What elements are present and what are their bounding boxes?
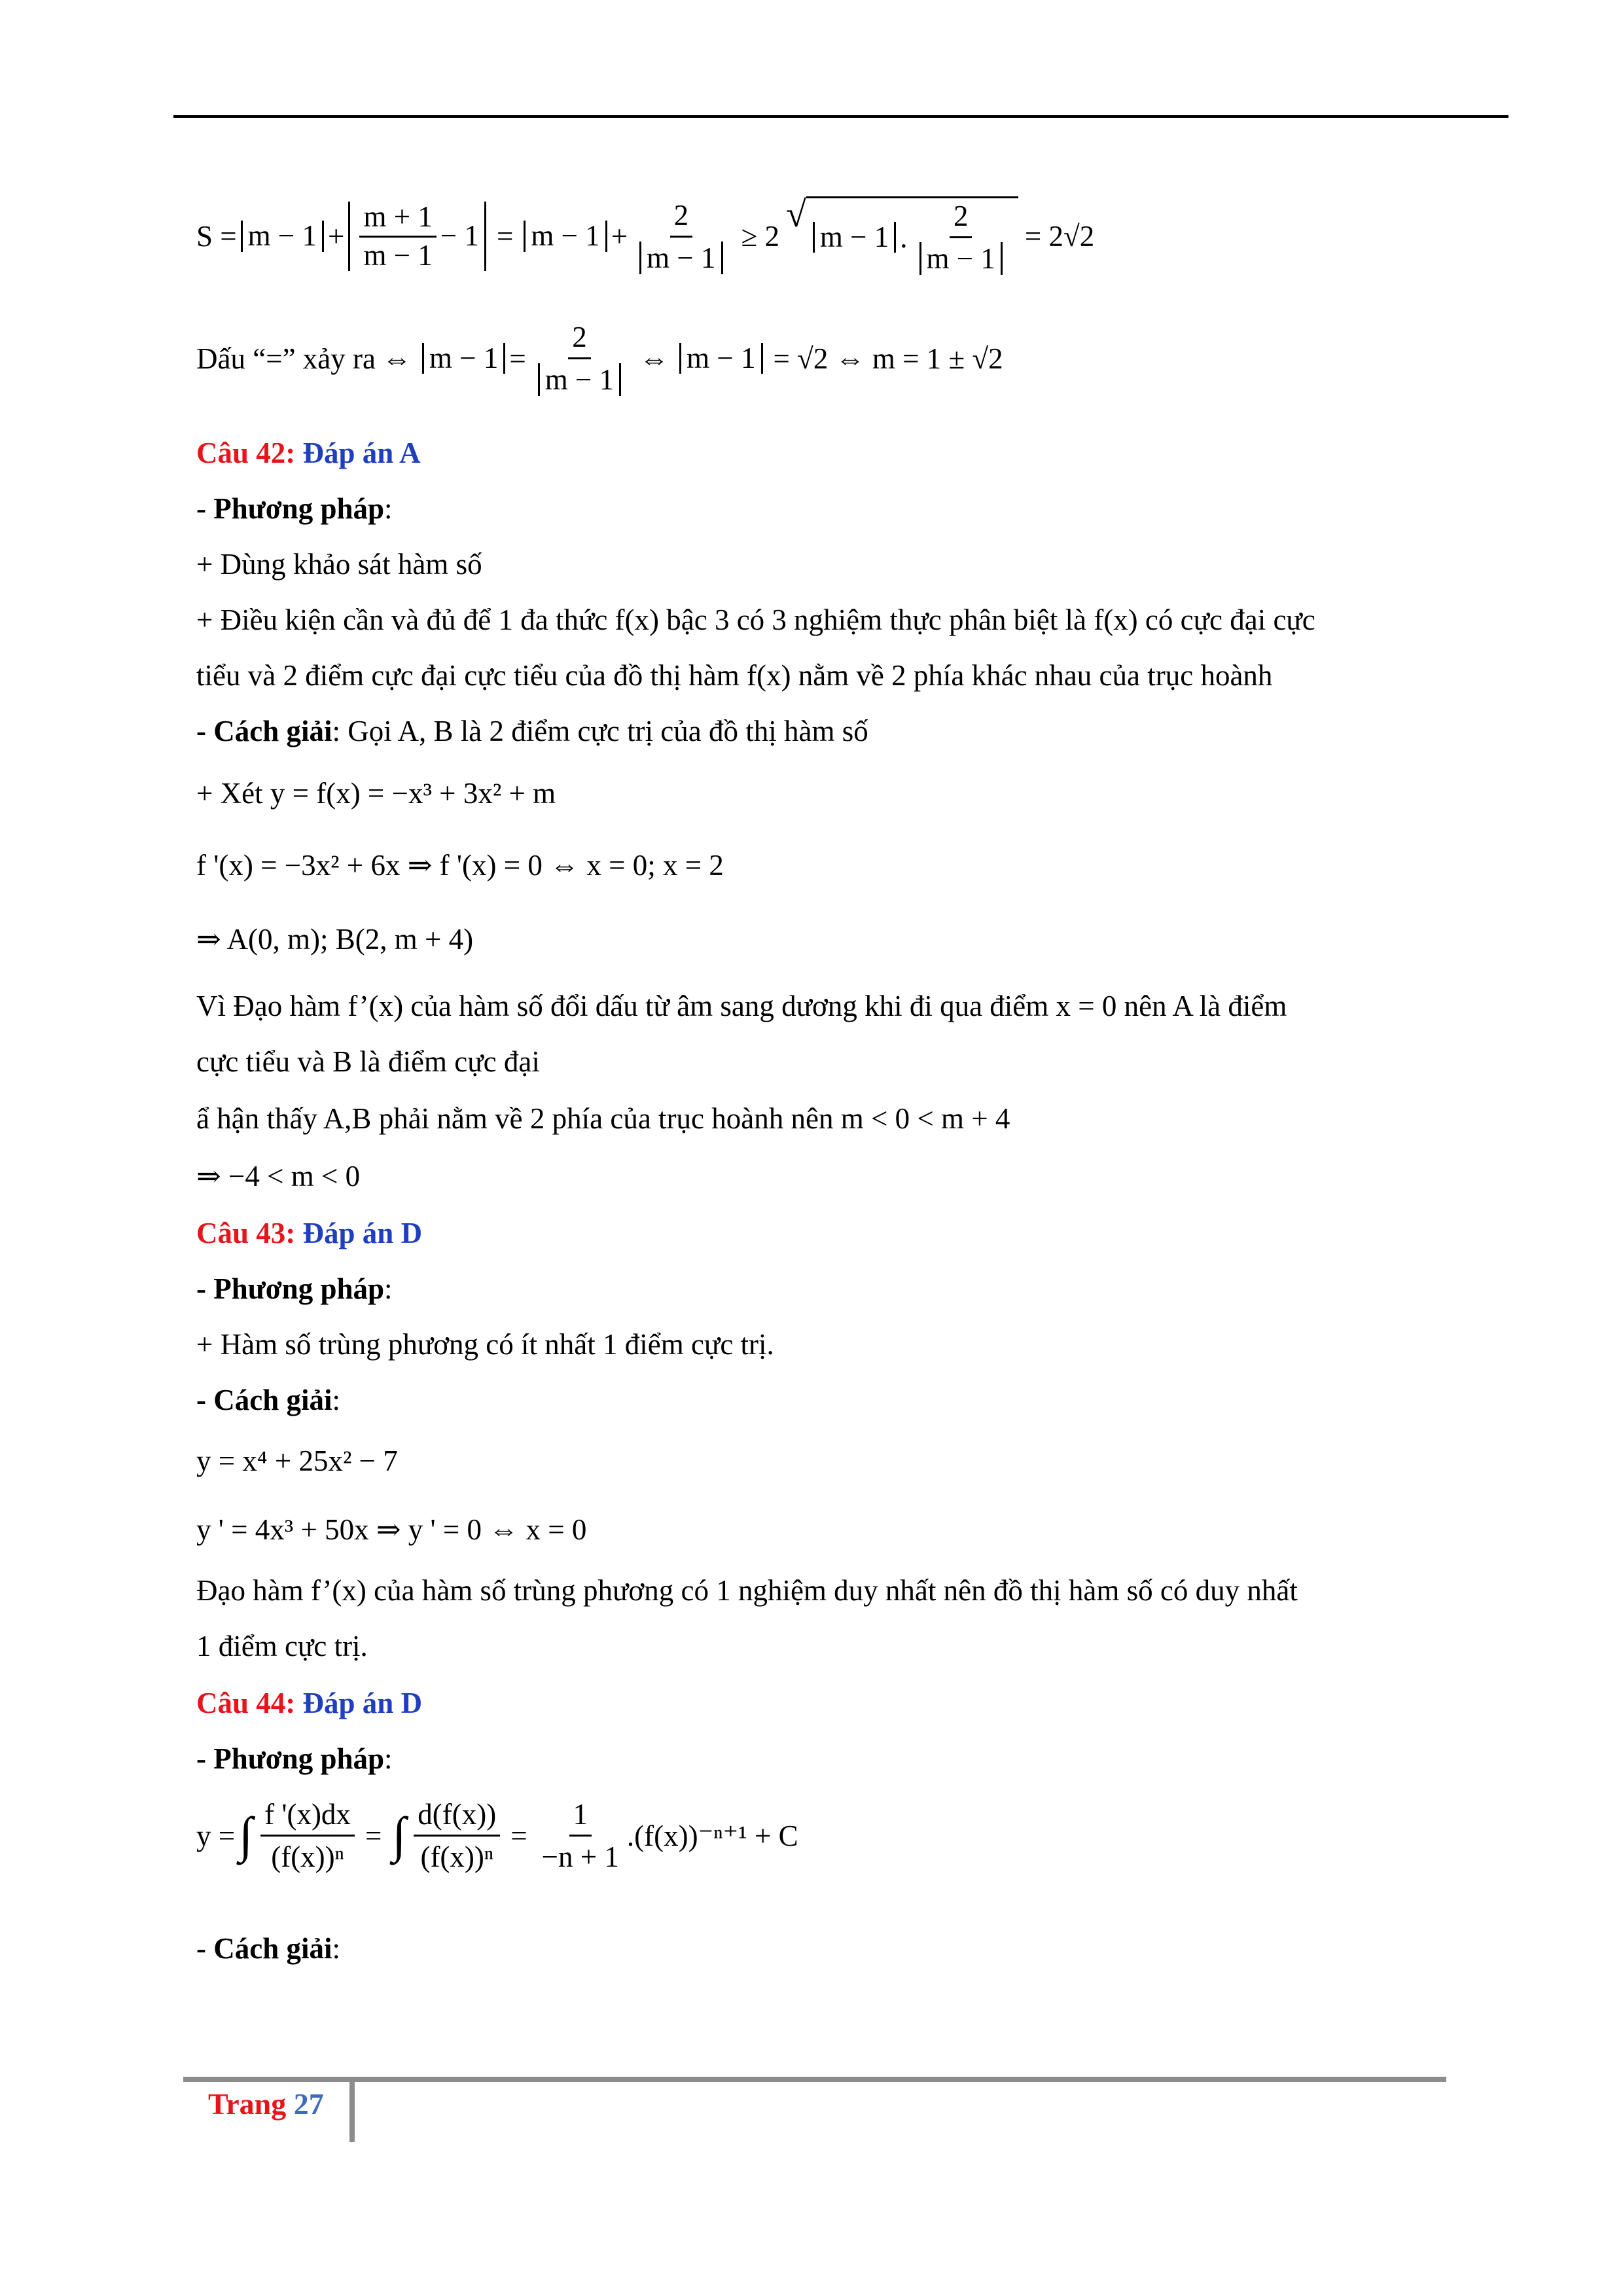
page-label: Trang	[208, 2087, 287, 2121]
q43-conclusion-line2: 1 điểm cực trị.	[196, 1630, 368, 1662]
q42-function: + Xét y = f(x) = −x³ + 3x² + m	[196, 777, 556, 810]
radical-icon: √	[785, 194, 806, 235]
equals-sign: =	[365, 1819, 382, 1852]
fraction-den: (f(x))ⁿ	[271, 1840, 344, 1873]
abs-term: m − 1	[524, 221, 607, 251]
iff-sign: ⇔	[639, 342, 669, 375]
fraction	[530, 319, 629, 397]
q42-line2: + Điều kiện cần và đủ để 1 đa thức f(x) bậc 3 có 3 nghiệm thực phân biệt là f(x) có cực đại cực	[196, 603, 1315, 636]
solution-label: Cách giải	[213, 1932, 332, 1965]
abs-term: m − 1	[538, 363, 621, 396]
fraction	[912, 198, 1010, 276]
page-value: 27	[293, 2087, 324, 2121]
equation-s	[196, 196, 1101, 276]
answer-label: Đáp án D	[302, 1217, 423, 1249]
q42-reason-line2: cực tiểu và B là điểm cực đại	[196, 1045, 540, 1078]
abs-term: m − 1	[679, 343, 762, 374]
eq-lhs: S =	[196, 220, 237, 253]
abs-term: m − 1	[919, 242, 1003, 275]
abs-fraction	[348, 202, 486, 271]
integral-icon: ∫	[239, 1807, 253, 1863]
fraction-num: 1	[569, 1797, 592, 1837]
q42-solution-heading: - Cách giải: Gọi A, B là 2 điểm cực trị của đồ thị hàm số	[196, 715, 868, 747]
q42-result: ⇒ −4 < m < 0	[196, 1160, 361, 1193]
footer-divider	[349, 2082, 355, 2142]
eq-result: = 2√2	[1024, 220, 1095, 253]
fraction	[414, 1797, 500, 1874]
answer-label: Đáp án D	[302, 1687, 423, 1719]
solution-text: : Gọi A, B là 2 điểm cực trị của đồ thị hàm số	[332, 715, 868, 747]
colon: :	[384, 492, 393, 525]
fraction-den	[632, 238, 730, 276]
equals-sign: =	[509, 342, 526, 375]
fraction-den: m − 1	[363, 238, 433, 272]
plus-sign: +	[328, 220, 345, 253]
q44-method-heading: - Phương pháp:	[196, 1742, 393, 1775]
equals-sign: =	[496, 220, 514, 253]
fraction-num: 2	[670, 198, 693, 238]
equality-condition	[196, 319, 1010, 397]
condition-result: = √2 ⇔ m = 1 ± √2	[773, 342, 1003, 375]
abs-term: m − 1	[241, 221, 324, 251]
fraction-den: −n + 1	[541, 1840, 619, 1873]
fraction-den	[530, 359, 629, 397]
abs-term: m − 1	[639, 242, 722, 274]
q42-line3: tiểu và 2 điểm cực đại cực tiểu của đồ thị hàm f(x) nằm về 2 phía khác nhau của trục hoành	[196, 659, 1273, 692]
dot: .	[900, 221, 908, 254]
q42-line1: + Dùng khảo sát hàm số	[196, 548, 482, 581]
q44-solution-heading: - Cách giải:	[196, 1932, 341, 1965]
plus-sign: +	[611, 220, 628, 253]
q43-derivative: y ' = 4x³ + 50x ⇒ y ' = 0 ⇔ x = 0	[196, 1513, 587, 1546]
fraction-num: f '(x)dx	[260, 1797, 355, 1837]
q42-observation: ẩ hận thấy A,B phải nằm về 2 phía của trục hoành nên m < 0 < m + 4	[196, 1102, 1010, 1135]
q42-heading	[196, 435, 421, 471]
equals-sign: =	[510, 1819, 527, 1852]
fraction	[632, 198, 730, 276]
q42-derivative: f '(x) = −3x² + 6x ⇒ f '(x) = 0 ⇔ x = 0; x = 2	[196, 849, 724, 882]
method-label: Phương pháp	[213, 492, 385, 525]
q44-heading	[196, 1685, 422, 1721]
fraction-num: d(f(x))	[414, 1797, 500, 1837]
page-number	[208, 2087, 324, 2121]
question-number: Câu 42:	[196, 437, 296, 469]
q43-line1: + Hàm số trùng phương có ít nhất 1 điểm cực trị.	[196, 1328, 774, 1361]
eq-lhs: y =	[196, 1819, 236, 1852]
q44-integral	[196, 1797, 798, 1874]
footer-rule	[183, 2077, 1446, 2082]
geq-two: ≥ 2	[741, 220, 779, 253]
solution-label: Cách giải	[213, 715, 332, 747]
q42-points: ⇒ A(0, m); B(2, m + 4)	[196, 923, 474, 956]
solution-label: Cách giải	[213, 1384, 332, 1416]
abs-term: m − 1	[422, 343, 505, 374]
q43-solution-heading: - Cách giải:	[196, 1384, 341, 1416]
fraction-num: m + 1	[359, 202, 436, 237]
method-label: Phương pháp	[213, 1742, 385, 1775]
radicand	[806, 196, 1018, 276]
q42-reason-line1: Vì Đạo hàm f’(x) của hàm số đổi dấu từ âm sang dương khi đi qua điểm x = 0 nên A là điểm	[196, 990, 1287, 1022]
fraction-den	[912, 238, 1010, 276]
q43-function: y = x⁴ + 25x² − 7	[196, 1444, 398, 1477]
q43-heading	[196, 1215, 422, 1251]
minus-one: − 1	[440, 219, 479, 253]
question-number: Câu 43:	[196, 1217, 296, 1249]
fraction-num: 2	[950, 198, 972, 238]
integral-result: .(f(x))⁻ⁿ⁺¹ + C	[626, 1819, 798, 1852]
fraction	[359, 202, 436, 271]
header-rule	[173, 115, 1508, 118]
q43-conclusion-line1: Đạo hàm f’(x) của hàm số trùng phương có 1 nghiệm duy nhất nên đồ thị hàm số có duy nhất	[196, 1574, 1298, 1607]
fraction	[260, 1797, 355, 1874]
fraction	[538, 1797, 623, 1874]
condition-text: Dấu “=” xảy ra	[196, 342, 376, 375]
iff-sign: ⇔	[382, 342, 412, 375]
fraction-num: 2	[568, 319, 591, 359]
integral-icon: ∫	[392, 1807, 406, 1863]
fraction-den: (f(x))ⁿ	[420, 1840, 494, 1873]
question-number: Câu 44:	[196, 1687, 296, 1719]
q43-method-heading: - Phương pháp:	[196, 1272, 393, 1305]
dash: -	[196, 492, 214, 525]
q42-method-heading	[196, 491, 393, 526]
method-label: Phương pháp	[213, 1272, 385, 1305]
answer-label: Đáp án A	[302, 437, 421, 469]
square-root	[786, 196, 1018, 276]
abs-term: m − 1	[813, 222, 896, 253]
